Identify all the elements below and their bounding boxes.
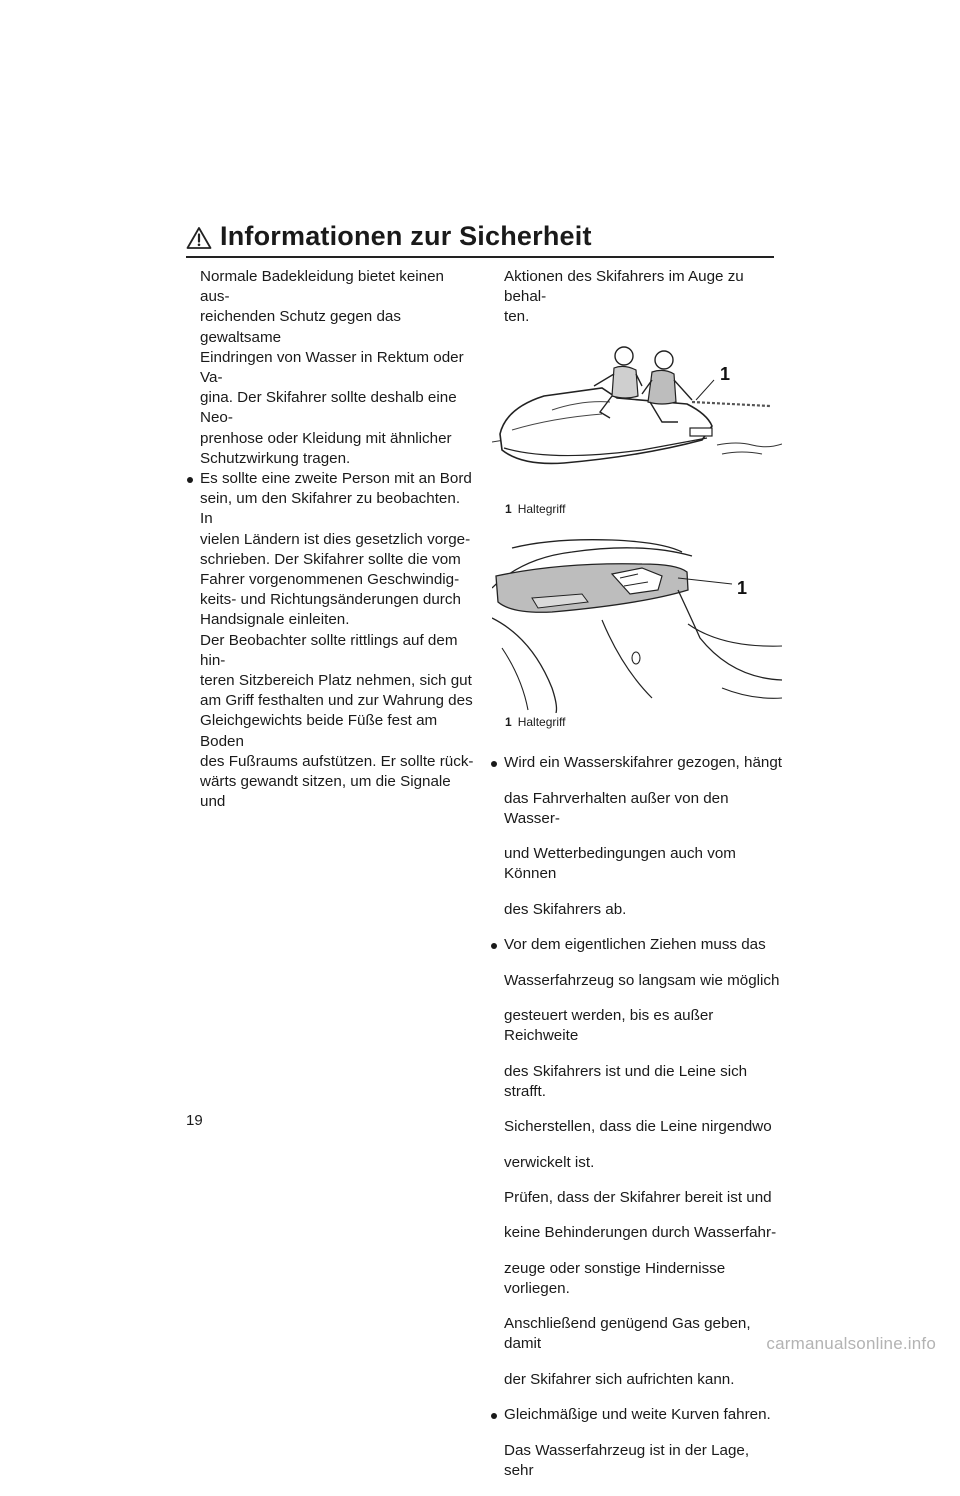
text-line: Wasserfahrzeug so langsam wie möglich [504, 971, 780, 989]
figure-grab-handle [492, 528, 782, 713]
caption-number: 1 [505, 502, 512, 516]
text-line: und Wetterbedingungen auch vom Können [504, 845, 736, 883]
watermark: carmanualsonline.info [766, 1334, 936, 1353]
text-line: Prüfen, dass der Skifahrer bereit ist und [504, 1188, 772, 1206]
text-line: Schutzwirkung tragen. [200, 449, 351, 467]
text-line: der Skifahrer sich aufrichten kann. [504, 1370, 735, 1388]
left-column [186, 267, 476, 812]
text-line: Sicherstellen, dass die Leine nirgendwo [504, 1118, 772, 1136]
figure-callout-number: 1 [737, 578, 748, 598]
text-line: Der Beobachter sollte rittlings auf dem hin- [200, 631, 458, 669]
figure-callout-number: 1 [720, 364, 731, 384]
text-line: reichenden Schutz gegen das gewaltsame [200, 308, 401, 346]
text-line: Vor dem eigentlichen Ziehen muss das [504, 936, 766, 954]
page-number: 19 [186, 1112, 203, 1129]
bullet-icon [187, 477, 193, 483]
text-line: prenhose oder Kleidung mit ähnlicher [200, 429, 452, 447]
bullet-icon [491, 943, 497, 949]
bullet-item-observer [186, 469, 476, 812]
text-line: Normale Badekleidung bietet keinen aus- [200, 268, 445, 306]
text-line: das Fahrverhalten außer von den Wasser- [504, 789, 729, 827]
text-line: Fahrer vorgenommenen Geschwindig- [200, 571, 460, 589]
text-line: am Griff festhalten und zur Wahrung des [200, 692, 473, 710]
bullet-item [490, 935, 782, 1390]
text-line: Aktionen des Skifahrers im Auge zu behal- [504, 268, 744, 306]
text-line: des Skifahrers ist und die Leine sich strafft. [504, 1062, 748, 1100]
text-line: schrieben. Der Skifahrer sollte die vom [200, 550, 461, 568]
caption-text: Haltegriff [517, 715, 566, 729]
right-bullet-list [490, 738, 782, 1496]
text-line: Das Wasserfahrzeug ist in der Lage, sehr [504, 1441, 750, 1479]
figure-caption [505, 502, 566, 516]
text-line: keits- und Richtungsänderungen durch [200, 591, 461, 609]
text-line: vielen Ländern ist dies gesetzlich vorge- [200, 530, 471, 548]
bullet-icon [491, 761, 497, 767]
text-line: des Fußraums aufstützen. Er sollte rück- [200, 752, 474, 770]
page-header [186, 221, 774, 258]
text-line: keine Behinderungen durch Wasserfahr- [504, 1224, 777, 1242]
text-line: gina. Der Skifahrer sollte deshalb eine Neo- [200, 389, 457, 427]
text-line: wärts gewandt sitzen, um die Signale und [200, 773, 451, 811]
figure-caption [505, 715, 566, 729]
bullet-item [490, 1405, 782, 1481]
text-line: Gleichgewichts beide Füße fest am Boden [200, 712, 438, 750]
text-line: ten. [504, 308, 530, 326]
text-line: Wird ein Wasserskifahrer gezogen, hängt [504, 754, 783, 772]
warning-triangle-icon [186, 226, 212, 250]
caption-text: Haltegriff [517, 502, 566, 516]
bullet-icon [491, 1413, 497, 1419]
text-line: zeuge oder sonstige Hindernisse vorliegen. [504, 1259, 726, 1297]
text-line: gesteuert werden, bis es außer Reichweite [504, 1006, 714, 1045]
intro-paragraph [186, 267, 476, 469]
figure-watercraft-riders [492, 330, 782, 490]
page-title: Informationen zur Sicherheit [220, 221, 592, 251]
text-line: Handsignale einleiten. [200, 611, 350, 629]
text-line: Gleichmäßige und weite Kurven fahren. [504, 1406, 771, 1424]
bullet-item [490, 753, 782, 920]
text-line: sein, um den Skifahrer zu beobachten. In [200, 490, 461, 528]
text-line: Eindringen von Wasser in Rektum oder Va- [200, 348, 464, 387]
text-line: teren Sitzbereich Platz nehmen, sich gut [200, 672, 472, 690]
text-line: verwickelt ist. [504, 1153, 595, 1171]
text-line: Anschließend genügend Gas geben, damit [504, 1315, 751, 1353]
caption-number: 1 [505, 715, 512, 729]
right-column-continuation [490, 267, 782, 328]
text-line: Es sollte eine zweite Person mit an Bord [200, 470, 472, 488]
text-line: des Skifahrers ab. [504, 900, 627, 918]
